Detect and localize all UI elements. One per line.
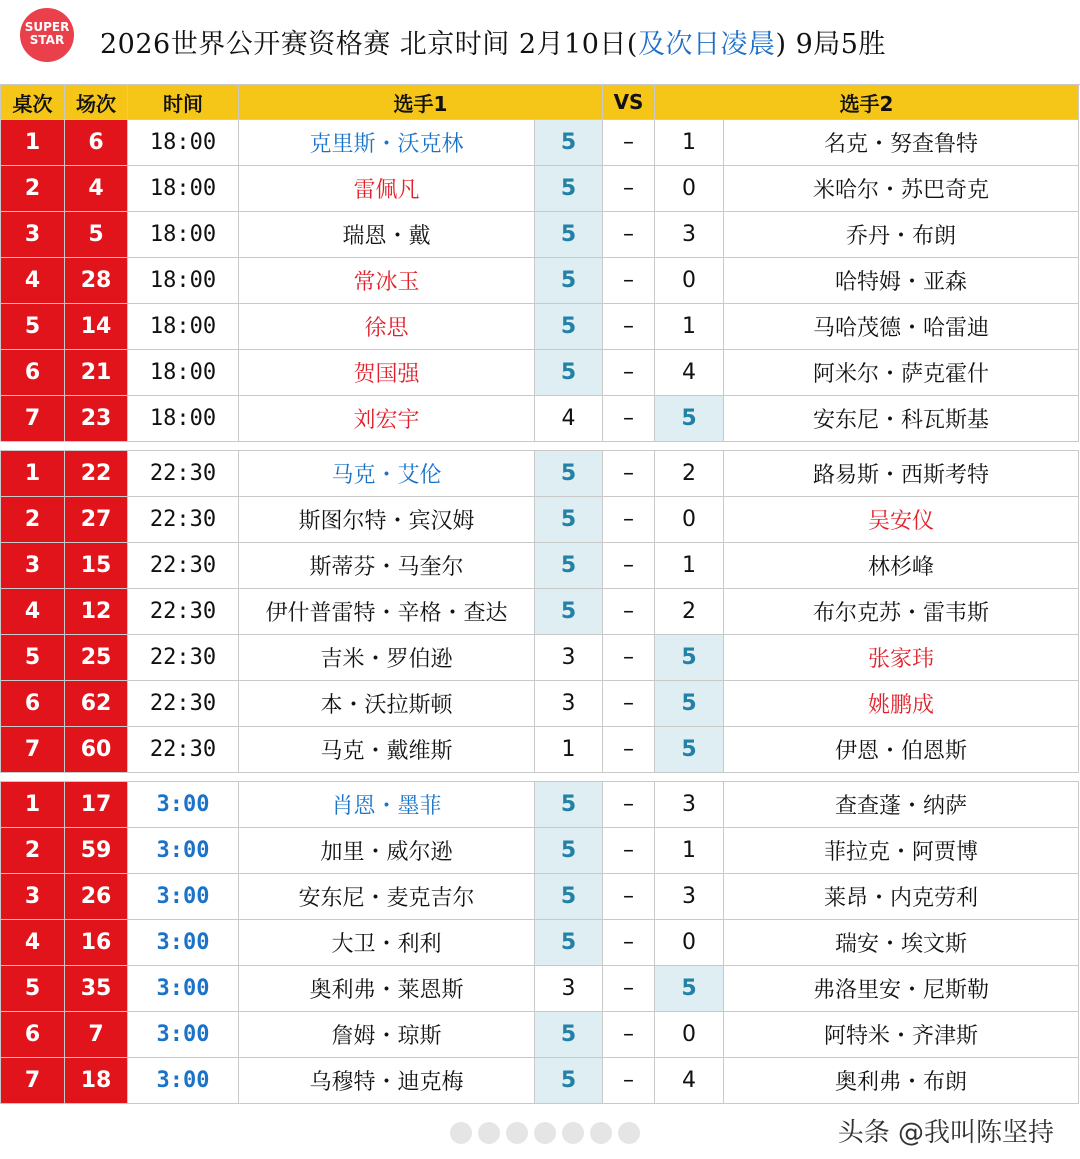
time-cell: 22:30 <box>128 543 239 589</box>
player-1-score: 5 <box>535 166 603 212</box>
player-1-score: 5 <box>535 120 603 166</box>
player-2-score: 2 <box>655 451 724 497</box>
superstar-logo <box>20 8 74 62</box>
player-2-score: 0 <box>655 920 724 966</box>
vs-dash: – <box>603 350 655 396</box>
player-2-name: 哈特姆・亚森 <box>724 258 1079 304</box>
player-2-name: 阿米尔・萨克霍什 <box>724 350 1079 396</box>
table-row <box>1 828 1079 874</box>
match-number-cell: 27 <box>65 497 128 543</box>
session-separator <box>1 773 1079 782</box>
player-2-score: 1 <box>655 828 724 874</box>
player-1-name: 雷佩凡 <box>239 166 535 212</box>
player-1-name: 大卫・利利 <box>239 920 535 966</box>
match-number-cell: 60 <box>65 727 128 773</box>
table-number-cell: 2 <box>1 497 65 543</box>
player-2-name: 姚鹏成 <box>724 681 1079 727</box>
time-cell: 22:30 <box>128 451 239 497</box>
player-1-score: 5 <box>535 589 603 635</box>
player-2-name: 路易斯・西斯考特 <box>724 451 1079 497</box>
player-2-score: 0 <box>655 166 724 212</box>
table-number-cell: 1 <box>1 120 65 166</box>
time-cell: 3:00 <box>128 874 239 920</box>
player-1-name: 奥利弗・莱恩斯 <box>239 966 535 1012</box>
player-1-score: 3 <box>535 966 603 1012</box>
player-2-name: 名克・努查鲁特 <box>724 120 1079 166</box>
match-number-cell: 22 <box>65 451 128 497</box>
time-cell: 3:00 <box>128 782 239 828</box>
player-1-name: 詹姆・琼斯 <box>239 1012 535 1058</box>
vs-dash: – <box>603 1058 655 1104</box>
table-number-cell: 6 <box>1 681 65 727</box>
player-1-name: 伊什普雷特・辛格・查达 <box>239 589 535 635</box>
player-2-name: 安东尼・科瓦斯基 <box>724 396 1079 442</box>
player-2-name: 乔丹・布朗 <box>724 212 1079 258</box>
time-cell: 18:00 <box>128 350 239 396</box>
player-1-score: 5 <box>535 920 603 966</box>
table-number-cell: 7 <box>1 1058 65 1104</box>
player-1-name: 马克・戴维斯 <box>239 727 535 773</box>
table-row <box>1 1058 1079 1104</box>
table-number-cell: 5 <box>1 304 65 350</box>
table-number-cell: 7 <box>1 396 65 442</box>
match-number-cell: 59 <box>65 828 128 874</box>
player-1-name: 加里・威尔逊 <box>239 828 535 874</box>
time-cell: 22:30 <box>128 497 239 543</box>
time-cell: 18:00 <box>128 212 239 258</box>
player-2-score: 1 <box>655 304 724 350</box>
title-highlight: 及次日凌晨 <box>637 29 776 60</box>
vs-dash: – <box>603 782 655 828</box>
table-row <box>1 166 1079 212</box>
time-cell: 3:00 <box>128 966 239 1012</box>
player-1-name: 肖恩・墨菲 <box>239 782 535 828</box>
table-number-cell: 3 <box>1 212 65 258</box>
time-cell: 22:30 <box>128 681 239 727</box>
time-cell: 18:00 <box>128 258 239 304</box>
table-number-cell: 3 <box>1 874 65 920</box>
player-1-score: 4 <box>535 396 603 442</box>
table-number-cell: 5 <box>1 635 65 681</box>
match-number-cell: 23 <box>65 396 128 442</box>
player-2-score: 3 <box>655 212 724 258</box>
player-2-name: 张家玮 <box>724 635 1079 681</box>
player-1-score: 5 <box>535 1058 603 1104</box>
table-row <box>1 120 1079 166</box>
player-1-name: 马克・艾伦 <box>239 451 535 497</box>
table-number-cell: 6 <box>1 350 65 396</box>
vs-dash: – <box>603 828 655 874</box>
player-1-score: 5 <box>535 497 603 543</box>
table-row <box>1 1012 1079 1058</box>
table-number-cell: 5 <box>1 966 65 1012</box>
player-2-name: 奥利弗・布朗 <box>724 1058 1079 1104</box>
vs-dash: – <box>603 635 655 681</box>
time-cell: 22:30 <box>128 589 239 635</box>
table-row <box>1 304 1079 350</box>
table-row <box>1 589 1079 635</box>
match-number-cell: 6 <box>65 120 128 166</box>
player-2-name: 马哈茂德・哈雷迪 <box>724 304 1079 350</box>
player-2-name: 林杉峰 <box>724 543 1079 589</box>
player-2-score: 5 <box>655 396 724 442</box>
player-2-score: 0 <box>655 1012 724 1058</box>
match-number-cell: 26 <box>65 874 128 920</box>
player-1-score: 5 <box>535 350 603 396</box>
match-number-cell: 21 <box>65 350 128 396</box>
time-cell: 22:30 <box>128 635 239 681</box>
player-2-score: 3 <box>655 782 724 828</box>
time-cell: 18:00 <box>128 304 239 350</box>
player-2-name: 吴安仪 <box>724 497 1079 543</box>
player-1-name: 瑞恩・戴 <box>239 212 535 258</box>
header-table-number: 桌次 <box>1 85 65 120</box>
table-row <box>1 258 1079 304</box>
player-2-score: 1 <box>655 120 724 166</box>
table-row <box>1 497 1079 543</box>
player-1-name: 乌穆特・迪克梅 <box>239 1058 535 1104</box>
vs-dash: – <box>603 451 655 497</box>
table-row <box>1 635 1079 681</box>
player-2-score: 4 <box>655 1058 724 1104</box>
table-row <box>1 874 1079 920</box>
player-1-name: 刘宏宇 <box>239 396 535 442</box>
player-2-name: 查查蓬・纳萨 <box>724 782 1079 828</box>
vs-dash: – <box>603 874 655 920</box>
match-number-cell: 14 <box>65 304 128 350</box>
vs-dash: – <box>603 120 655 166</box>
vs-dash: – <box>603 543 655 589</box>
table-number-cell: 4 <box>1 920 65 966</box>
logo-line-1: SUPER <box>24 20 70 34</box>
player-1-score: 3 <box>535 635 603 681</box>
player-2-score: 5 <box>655 681 724 727</box>
header-vs: VS <box>603 85 655 120</box>
loading-dots-icon <box>450 1122 640 1144</box>
vs-dash: – <box>603 497 655 543</box>
player-1-score: 5 <box>535 828 603 874</box>
time-cell: 3:00 <box>128 920 239 966</box>
table-row <box>1 727 1079 773</box>
player-2-name: 瑞安・埃文斯 <box>724 920 1079 966</box>
player-1-name: 安东尼・麦克吉尔 <box>239 874 535 920</box>
match-number-cell: 7 <box>65 1012 128 1058</box>
player-1-score: 1 <box>535 727 603 773</box>
table-row <box>1 451 1079 497</box>
player-1-name: 克里斯・沃克林 <box>239 120 535 166</box>
player-1-name: 本・沃拉斯顿 <box>239 681 535 727</box>
player-1-score: 5 <box>535 782 603 828</box>
table-number-cell: 7 <box>1 727 65 773</box>
player-1-name: 徐思 <box>239 304 535 350</box>
time-cell: 3:00 <box>128 828 239 874</box>
vs-dash: – <box>603 1012 655 1058</box>
header-player-2: 选手2 <box>655 85 1079 120</box>
match-number-cell: 5 <box>65 212 128 258</box>
time-cell: 3:00 <box>128 1058 239 1104</box>
schedule-table <box>0 84 1079 1104</box>
player-1-name: 斯蒂芬・马奎尔 <box>239 543 535 589</box>
table-row <box>1 212 1079 258</box>
time-cell: 18:00 <box>128 396 239 442</box>
match-number-cell: 62 <box>65 681 128 727</box>
vs-dash: – <box>603 396 655 442</box>
match-number-cell: 28 <box>65 258 128 304</box>
player-1-score: 5 <box>535 212 603 258</box>
table-number-cell: 6 <box>1 1012 65 1058</box>
vs-dash: – <box>603 304 655 350</box>
player-2-name: 米哈尔・苏巴奇克 <box>724 166 1079 212</box>
vs-dash: – <box>603 727 655 773</box>
vs-dash: – <box>603 258 655 304</box>
page-header <box>0 0 1080 85</box>
player-1-name: 贺国强 <box>239 350 535 396</box>
player-2-score: 1 <box>655 543 724 589</box>
header-time: 时间 <box>128 85 239 120</box>
player-2-score: 4 <box>655 350 724 396</box>
match-number-cell: 35 <box>65 966 128 1012</box>
match-number-cell: 16 <box>65 920 128 966</box>
table-row <box>1 782 1079 828</box>
match-number-cell: 17 <box>65 782 128 828</box>
player-2-score: 3 <box>655 874 724 920</box>
table-row <box>1 920 1079 966</box>
vs-dash: – <box>603 681 655 727</box>
player-2-score: 2 <box>655 589 724 635</box>
match-number-cell: 15 <box>65 543 128 589</box>
time-cell: 18:00 <box>128 120 239 166</box>
table-number-cell: 4 <box>1 589 65 635</box>
time-cell: 3:00 <box>128 1012 239 1058</box>
table-number-cell: 2 <box>1 166 65 212</box>
table-row <box>1 966 1079 1012</box>
table-row <box>1 396 1079 442</box>
logo-line-2: STAR <box>29 33 65 47</box>
player-1-score: 5 <box>535 304 603 350</box>
header-match-number: 场次 <box>65 85 128 120</box>
player-1-score: 3 <box>535 681 603 727</box>
player-2-name: 弗洛里安・尼斯勒 <box>724 966 1079 1012</box>
player-2-name: 阿特米・齐津斯 <box>724 1012 1079 1058</box>
player-1-score: 5 <box>535 451 603 497</box>
header-player-1: 选手1 <box>239 85 603 120</box>
table-number-cell: 4 <box>1 258 65 304</box>
match-number-cell: 25 <box>65 635 128 681</box>
table-number-cell: 3 <box>1 543 65 589</box>
match-number-cell: 18 <box>65 1058 128 1104</box>
table-row <box>1 681 1079 727</box>
player-2-score: 5 <box>655 727 724 773</box>
vs-dash: – <box>603 212 655 258</box>
player-2-name: 布尔克苏・雷韦斯 <box>724 589 1079 635</box>
player-1-score: 5 <box>535 543 603 589</box>
time-cell: 18:00 <box>128 166 239 212</box>
player-1-score: 5 <box>535 1012 603 1058</box>
player-1-score: 5 <box>535 258 603 304</box>
session-separator <box>1 442 1079 451</box>
match-number-cell: 12 <box>65 589 128 635</box>
watermark: 头条 @我叫陈坚持 <box>837 1118 1054 1148</box>
table-row <box>1 543 1079 589</box>
title-suffix: ) 9局5胜 <box>775 29 886 60</box>
time-cell: 22:30 <box>128 727 239 773</box>
vs-dash: – <box>603 966 655 1012</box>
table-header-row <box>1 85 1079 120</box>
player-2-name: 菲拉克・阿贾博 <box>724 828 1079 874</box>
vs-dash: – <box>603 920 655 966</box>
player-2-name: 伊恩・伯恩斯 <box>724 727 1079 773</box>
schedule-body <box>1 120 1079 1104</box>
title-prefix: 2026世界公开赛资格赛 北京时间 2月10日( <box>100 29 638 60</box>
player-1-name: 斯图尔特・宾汉姆 <box>239 497 535 543</box>
player-2-score: 5 <box>655 966 724 1012</box>
match-number-cell: 4 <box>65 166 128 212</box>
player-1-name: 吉米・罗伯逊 <box>239 635 535 681</box>
player-2-score: 0 <box>655 258 724 304</box>
player-2-score: 5 <box>655 635 724 681</box>
player-2-score: 0 <box>655 497 724 543</box>
table-row <box>1 350 1079 396</box>
table-number-cell: 2 <box>1 828 65 874</box>
page-footer <box>0 1110 1080 1159</box>
player-1-score: 5 <box>535 874 603 920</box>
page-title <box>100 22 886 61</box>
vs-dash: – <box>603 166 655 212</box>
table-number-cell: 1 <box>1 451 65 497</box>
player-1-name: 常冰玉 <box>239 258 535 304</box>
vs-dash: – <box>603 589 655 635</box>
player-2-name: 莱昂・内克劳利 <box>724 874 1079 920</box>
table-number-cell: 1 <box>1 782 65 828</box>
